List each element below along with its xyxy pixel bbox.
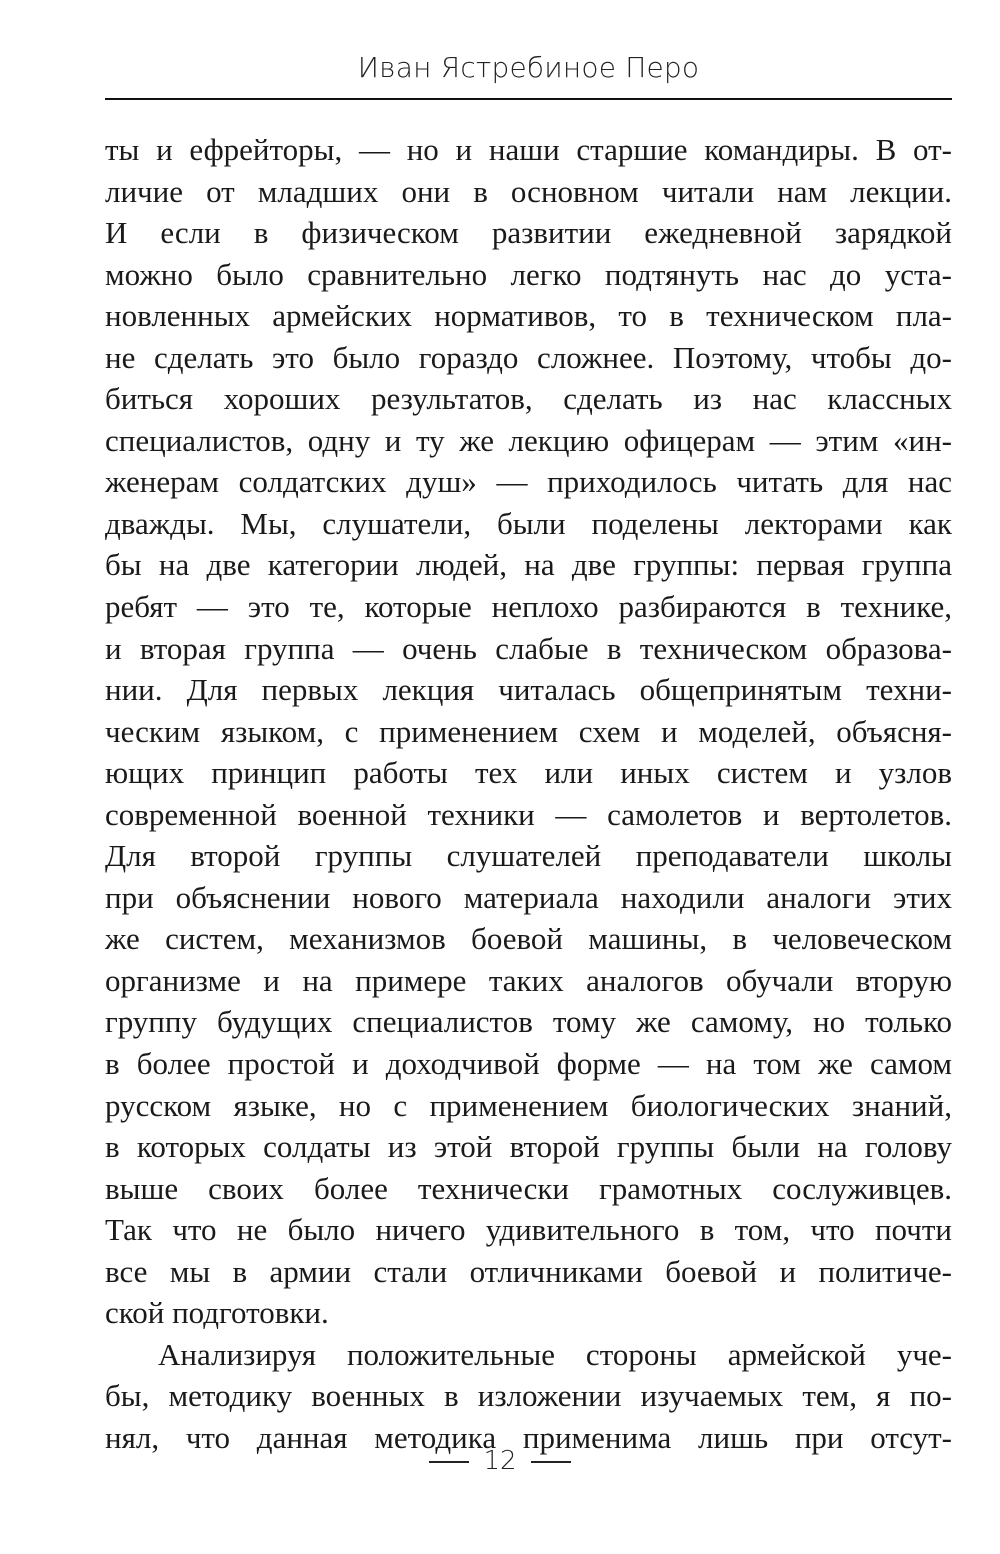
text-line: при объяснении нового материала находили аналоги этих [105,879,952,915]
text-line: не сделать это было гораздо сложнее. Поэтому, чтобы до- [105,339,952,375]
folio-dash-left [429,1461,469,1463]
text-line: специалистов, одну и ту же лекцию офицерам — этим «ин- [105,422,952,458]
text-line: можно было сравнительно легко подтянуть нас до уста- [105,256,952,292]
text-line: новленных армейских нормативов, то в техническом пла- [105,298,952,334]
text-line: бы на две категории людей, на две группы: первая группа [105,547,952,583]
page-number: 12 [483,1446,517,1476]
text-line: ребят — это те, которые неплохо разбираются в технике, [105,589,952,625]
header-rule [105,98,952,100]
text-line: бы, методику военных в изложении изучаемых тем, я по- [105,1378,952,1414]
paragraph-last-line: ской подготовки. [105,1295,329,1331]
paragraph-first-line: Анализируя положительные стороны армейской уче- [158,1336,952,1372]
text-line: все мы в армии стали отличниками боевой и политиче- [105,1253,952,1289]
text-line: Так что не было ничего удивительного в том, что почти [105,1212,952,1248]
text-line: в которых солдаты из этой второй группы были на голову [105,1129,952,1165]
text-line: Для второй группы слушателей преподаватели школы [105,838,952,874]
text-line: биться хороших результатов, сделать из нас классных [105,381,952,417]
body-text [105,129,952,1459]
text-line: ющих принцип работы тех или иных систем и узлов [105,755,952,791]
text-line: нии. Для первых лекция читалась общепринятым техни- [105,672,952,708]
running-header-title: Иван Ястребиное Перо [357,51,700,84]
text-line: в более простой и доходчивой форме — на том же самом [105,1046,952,1082]
text-line: дважды. Мы, слушатели, были поделены лекторами как [105,505,952,541]
page-number-footer [0,1443,1000,1479]
text-line: ческим языком, с применением схем и моделей, объясня- [105,713,952,749]
text-line: группу будущих специалистов тому же самому, но только [105,1004,952,1040]
text-line: организме и на примере таких аналогов обучали вторую [105,962,952,998]
folio-dash-right [531,1461,571,1463]
text-line: русском языке, но с применением биологических знаний, [105,1087,952,1123]
text-line: женерам солдатских душ» — приходилось читать для нас [105,464,952,500]
text-line: нял, что данная методика применима лишь при отсут- [105,1419,952,1455]
text-line: современной военной техники — самолетов и вертолетов. [105,796,952,832]
text-line: И если в физическом развитии ежедневной зарядкой [105,215,952,251]
text-line: ты и ефрейторы, — но и наши старшие командиры. В от- [105,132,952,167]
text-line: и вторая группа — очень слабые в техническом образова- [105,630,952,666]
text-line: выше своих более технически грамотных сослуживцев. [105,1170,952,1206]
text-line: же систем, механизмов боевой машины, в человеческом [105,921,952,957]
text-line: личие от младших они в основном читали нам лекции. [105,173,952,209]
